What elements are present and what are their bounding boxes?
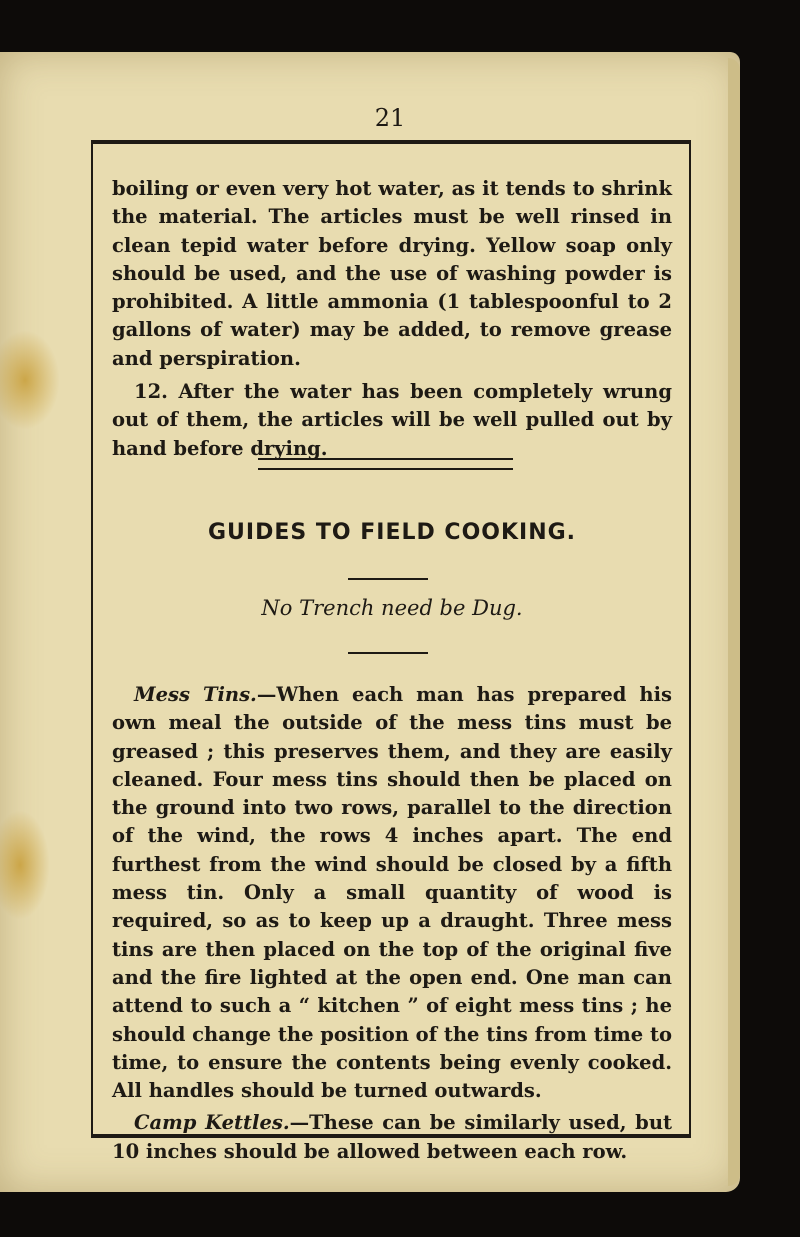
paragraph-12: 12. After the water has been completely wrung out of them, the articles will be well pulled out by hand before drying. xyxy=(112,380,672,460)
top-section xyxy=(112,175,672,463)
paragraph-mess-tins xyxy=(112,681,672,1105)
short-rule-top xyxy=(348,578,428,580)
section-subheading: No Trench need be Dug. xyxy=(261,596,523,620)
page-edge xyxy=(728,58,740,1186)
page-number: 21 xyxy=(374,104,406,132)
section-divider xyxy=(258,458,513,470)
paragraph-camp-kettles xyxy=(112,1109,672,1166)
short-rule-bottom xyxy=(348,652,428,654)
paragraph-laundry: boiling or even very hot water, as it tends to shrink the material. The articles must be well rinsed in clean tepid water before drying. Yellow soap only should be used, and the use of washing powder is prohibited. A little ammonia (1 tablespoonful to 2 gallons of water) may be added, to remove grease and perspiration. xyxy=(112,177,672,370)
camp-kettles-label: Camp Kettles. xyxy=(134,1111,290,1135)
cooking-section xyxy=(112,681,672,1166)
section-heading: GUIDES TO FIELD COOKING. xyxy=(207,520,577,545)
mess-tins-label: Mess Tins. xyxy=(134,683,257,706)
camp-kettles-text: —These can be similarly used, but 10 inches should be allowed between each row. xyxy=(112,1111,673,1163)
mess-tins-text: —When each man has prepared his own meal the outside of the mess tins must be greased ; this preserves them, and they are easily cleaned. Four mess tins should then be placed on the ground into two rows, parallel to the direction of the wind, the rows 4 inches apart. The end furthest from the wind should be closed by a fifth mess tin. Only a small quantity of wood is required, so as to keep up a draught. Three mess tins are then placed on the top of the original five and the fire lighted at the open end. One man can attend to such a “ kitchen ” of eight mess tins ; he should change the position of the tins from time to time, to ensure the contents being evenly cooked. All handles should be turned outwards. xyxy=(112,683,672,1103)
